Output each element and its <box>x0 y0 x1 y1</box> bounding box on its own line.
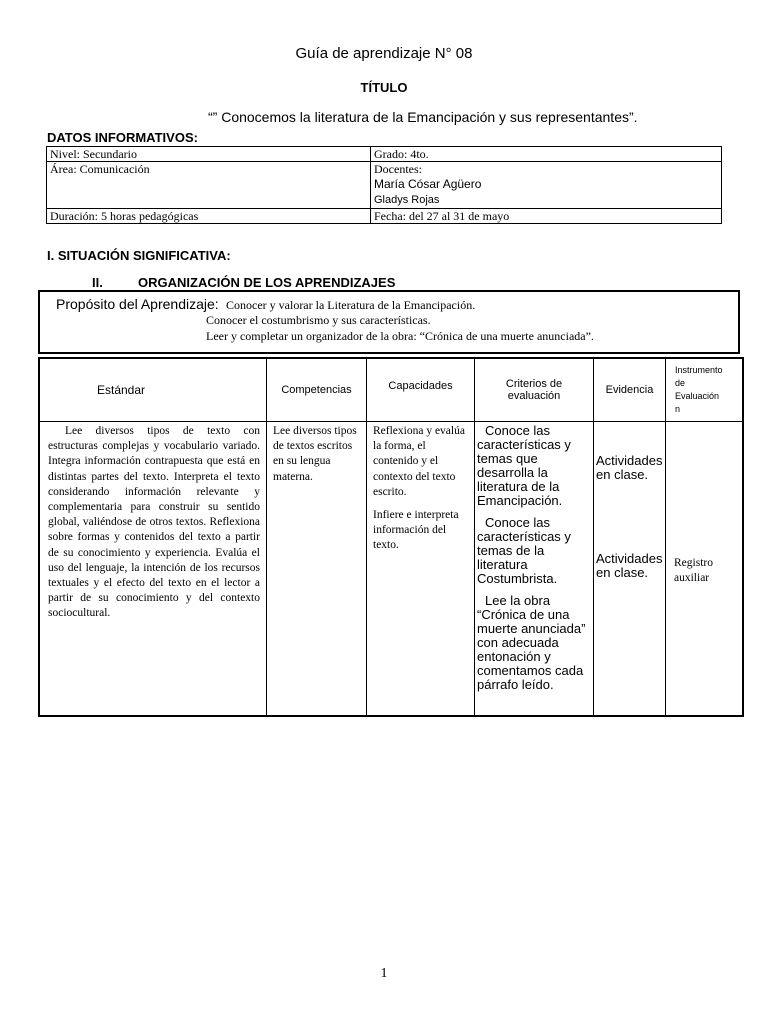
table-header-row <box>39 358 743 422</box>
header-criterios <box>475 358 594 422</box>
header-instrumento-line: de <box>675 378 686 388</box>
header-estandar <box>39 358 267 422</box>
page-number: 1 <box>380 966 388 981</box>
proposito-label: Propósito del Aprendizaje: <box>56 296 219 312</box>
proposito-line: Conocer y valorar la Literatura de la Emancipación. <box>226 298 476 312</box>
evidencia-text: Actividades en clase. <box>596 551 663 580</box>
aprendizajes-table <box>38 357 744 717</box>
header-evidencia: Evidencia <box>594 358 666 422</box>
info-table <box>46 146 722 224</box>
evidencia-cell <box>594 422 666 716</box>
organizacion-heading <box>92 275 395 290</box>
table-row <box>39 422 743 716</box>
header-capacidades <box>367 358 475 422</box>
header-capacidades-label: Capacidades <box>388 380 453 392</box>
grado-cell: Grado: 4to. <box>371 147 722 162</box>
header-instrumento-line: Instrumento <box>675 365 723 375</box>
info-row <box>47 147 722 162</box>
evidencia-text: Actividades en clase. <box>596 453 663 482</box>
estandar-cell <box>39 422 267 716</box>
header-criterios-line: evaluación <box>507 390 561 402</box>
proposito-box <box>38 290 740 354</box>
document-title: Guía de aprendizaje N° 08 <box>295 45 473 62</box>
info-row <box>47 162 722 209</box>
header-estandar-label: Estándar <box>97 383 146 397</box>
competencias-text: Lee diversos tipos de textos escritos en su lengua materna. <box>273 425 357 483</box>
title-label: TÍTULO <box>360 80 408 95</box>
section-title: ORGANIZACIÓN DE LOS APRENDIZAJES <box>138 275 396 290</box>
criterio-text: Conoce las características y temas de la literatura Costumbrista. <box>477 515 571 586</box>
capacidad-text: Infiere e interpreta información del texto. <box>373 509 459 552</box>
docentes-cell <box>371 162 722 209</box>
criterios-cell <box>475 422 594 716</box>
situacion-significativa-heading: I. SITUACIÓN SIGNIFICATIVA: <box>47 248 231 263</box>
info-row <box>47 209 722 224</box>
instrumento-cell <box>666 422 744 716</box>
fecha-cell: Fecha: del 27 al 31 de mayo <box>371 209 722 224</box>
criterio-text: Conoce las características y temas que desarrolla la literatura de la Emancipación. <box>477 423 571 508</box>
header-instrumento-line: n <box>675 404 681 414</box>
criterio-text: Lee la obra “Crónica de una muerte anunciada” con adecuada entonación y comentamos cada párrafo leído. <box>477 593 586 692</box>
instrumento-text: Registro auxiliar <box>674 557 713 585</box>
datos-informativos-heading: DATOS INFORMATIVOS: <box>47 130 198 145</box>
estandar-text: Lee diversos tipos de texto con estructuras complejas y vocabulario variado. Integra información contrapuesta que está en distintas partes del texto. Interpreta el texto considerando información relevante y complementaria para construir su sentido global, valiéndose de otros textos. Reflexiona sobre formas y contenidos del texto a partir de su conocimiento y experiencia. Evalúa el uso del lenguaje, la intención de los recursos textuales y el efecto del texto en el lector a partir de su conocimiento y del contexto sociocultural. <box>48 425 260 620</box>
proposito-line: Conocer el costumbrismo y sus características. <box>206 313 431 327</box>
header-instrumento <box>666 358 744 422</box>
capacidad-text: Reflexiona y evalúa la forma, el contenido y el contexto del texto escrito. <box>373 425 465 498</box>
competencias-cell <box>267 422 367 716</box>
docente-name: Gladys Rojas <box>374 194 440 206</box>
header-competencias: Competencias <box>267 358 367 422</box>
docentes-label: Docentes: <box>374 162 422 176</box>
duracion-cell: Duración: 5 horas pedagógicas <box>47 209 371 224</box>
lesson-title: “” Conocemos la literatura de la Emancipación y sus representantes”. <box>208 109 638 125</box>
area-cell: Área: Comunicación <box>47 162 371 209</box>
proposito-line: Leer y completar un organizador de la obra: “Crónica de una muerte anunciada”. <box>206 329 594 343</box>
docente-name: María Cósar Agüero <box>374 177 482 191</box>
header-criterios-line: Criterios de <box>505 378 563 390</box>
capacidades-cell <box>367 422 475 716</box>
section-number: II. <box>92 275 103 290</box>
header-instrumento-line: Evaluación <box>675 391 720 401</box>
nivel-cell: Nivel: Secundario <box>47 147 371 162</box>
